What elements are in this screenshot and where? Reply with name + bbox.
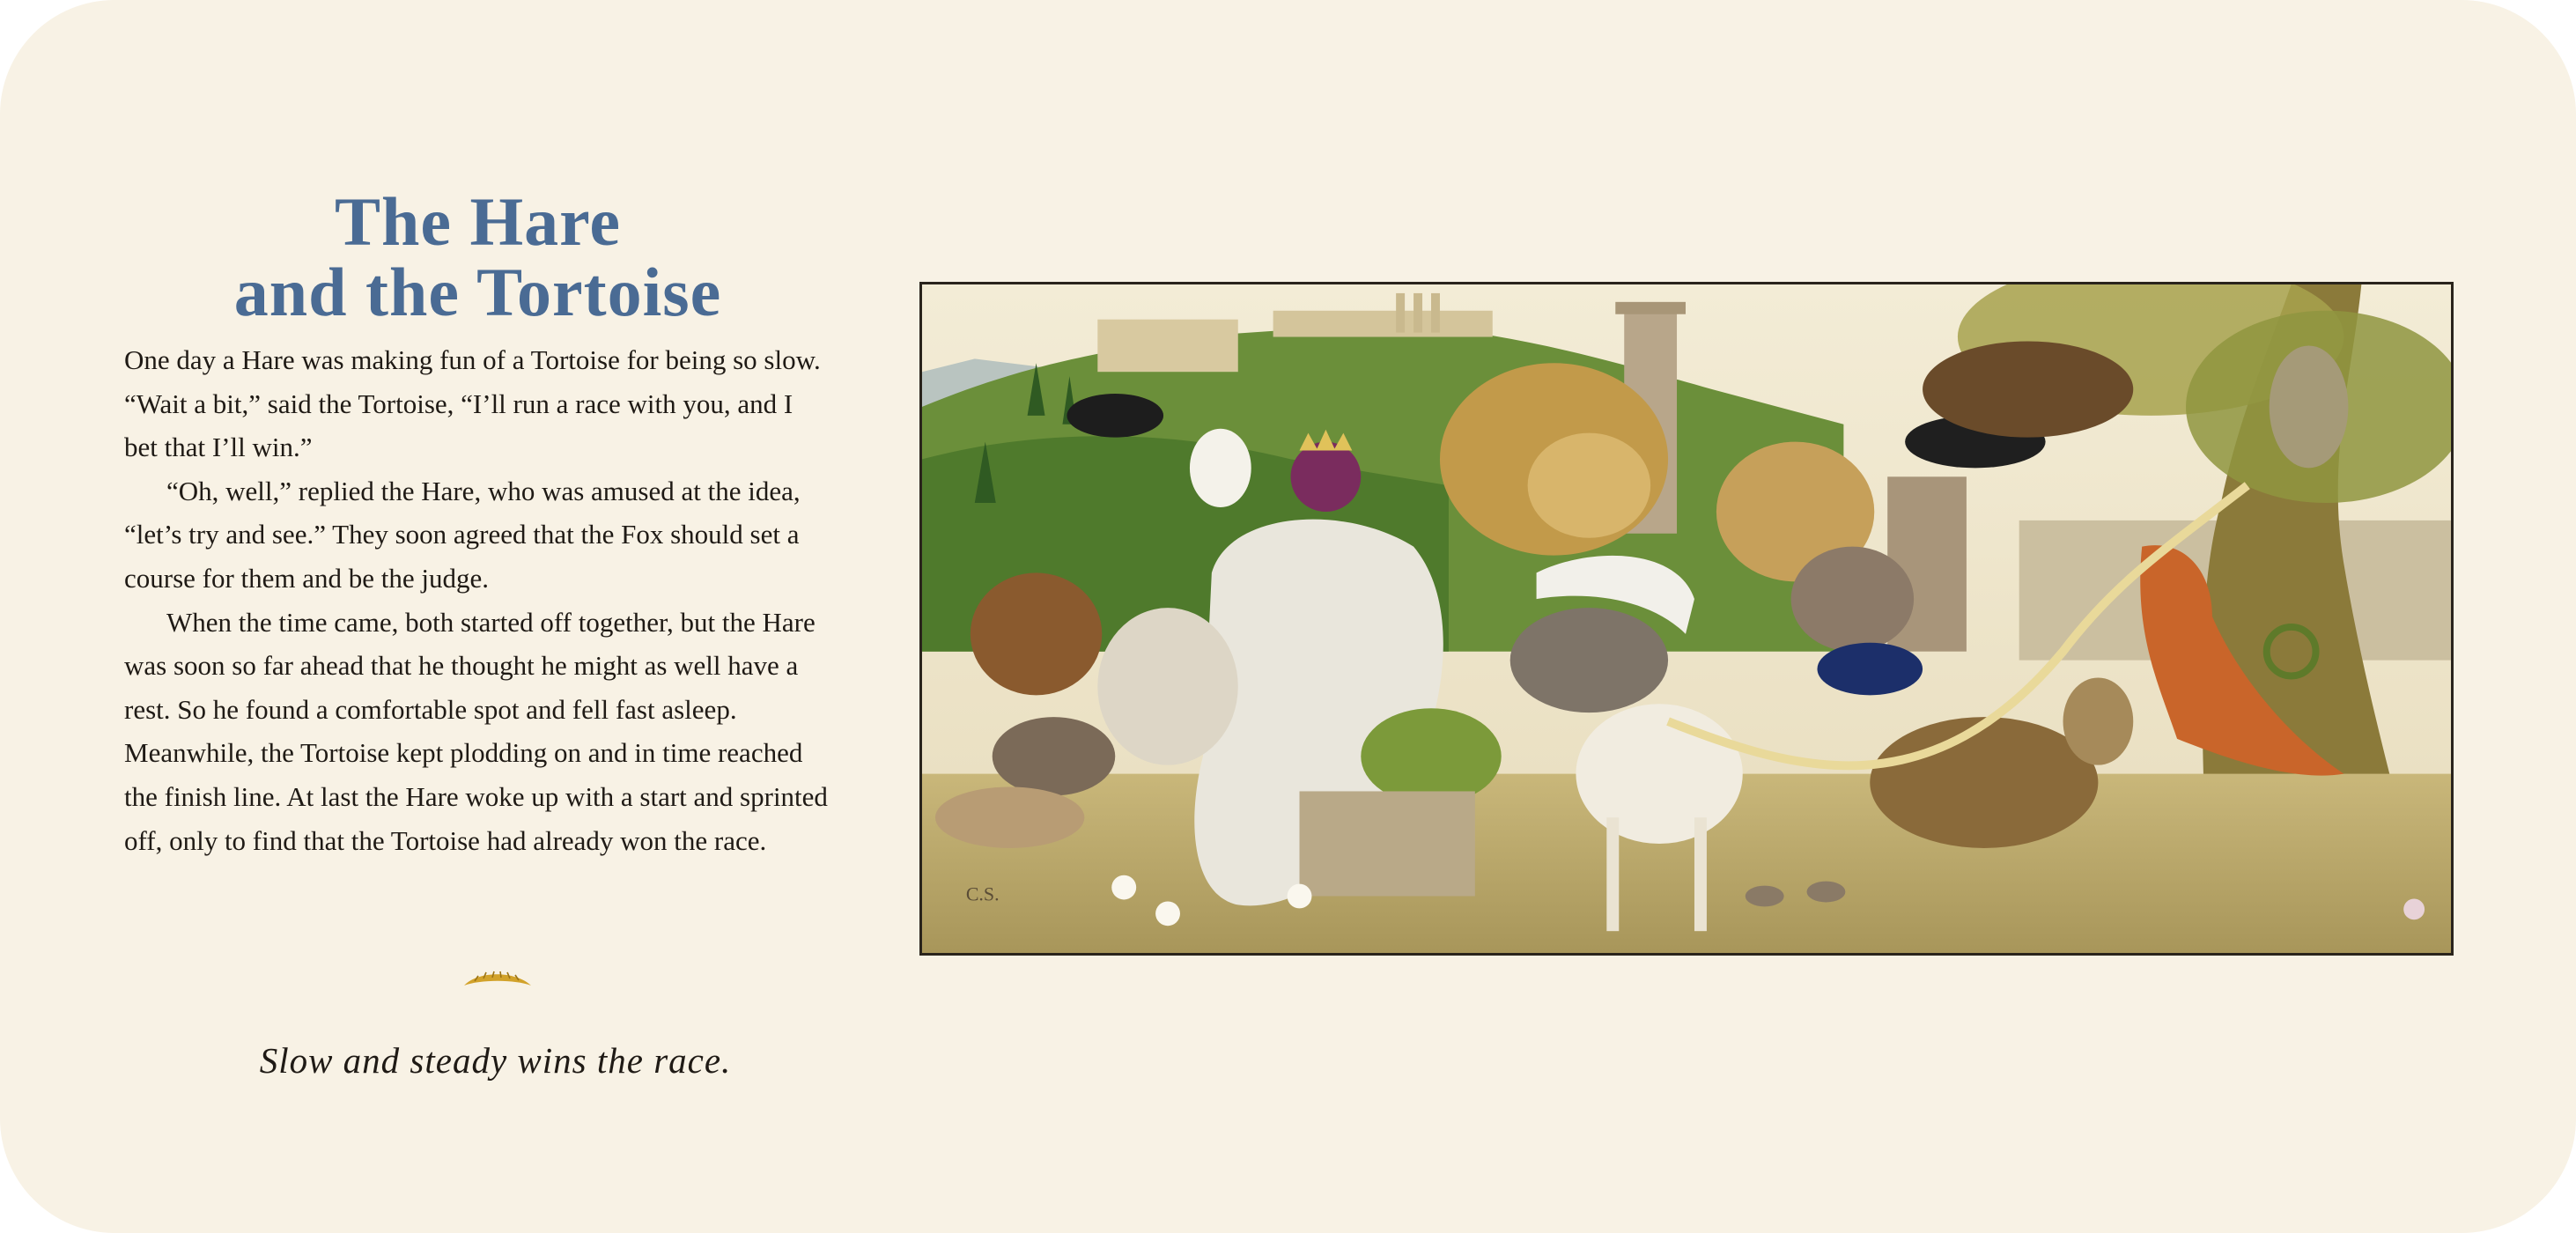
moral-text: Slow and steady wins the race. [259,1040,732,1081]
illustrator-signature: C.S. [965,883,1000,905]
story-illustration [919,282,2454,956]
title-line-1: The Hare [334,183,622,261]
leaf-ornament-icon [462,969,533,988]
story-text [124,338,829,862]
story-paragraph-2: “Oh, well,” replied the Hare, who was amused at the idea, “let’s try and see.” They soon agreed that the Fox should set a course for them and be the judge. [124,475,801,594]
page-title [123,183,832,331]
story-paragraph-3: When the time came, both started off together, but the Hare was soon so far ahead that he thought he might as well have a rest. So he found a comfortable spot and fell fast asleep. Meanwhile, the Tortoise kept plodding on and in time reached the finish line. At last the Hare woke up with a start and sprinted off, only to find that the Tortoise had already won the race. [124,606,828,856]
animals-crowd-image [922,284,2451,953]
title-line-2: and the Tortoise [233,254,722,331]
story-paragraph-1: One day a Hare was making fun of a Tortoise for being so slow. “Wait a bit,” said the Tortoise, “I’ll run a race with you, and I bet that I’ll win.” [124,344,821,463]
